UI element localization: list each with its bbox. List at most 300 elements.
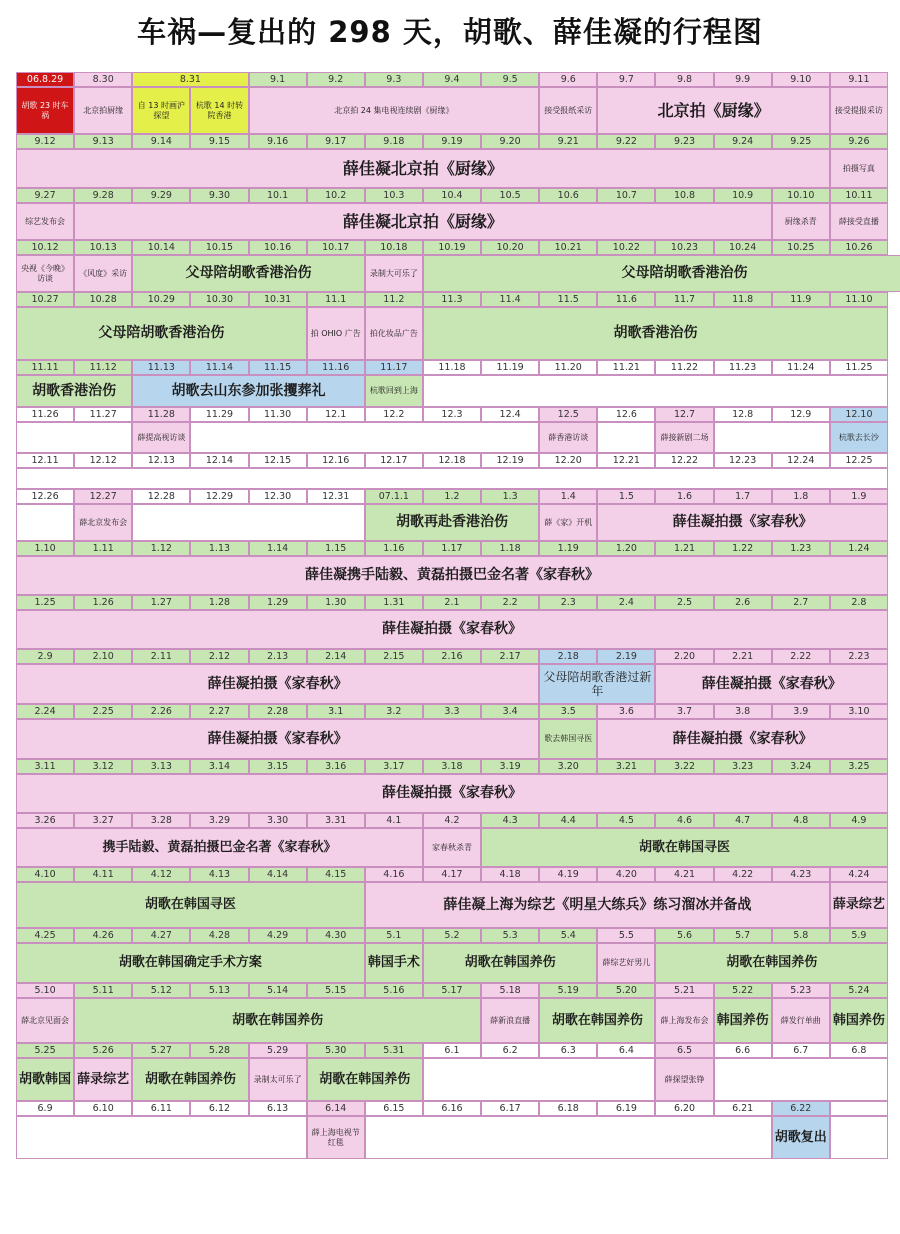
date-cell: 11.17 <box>365 360 423 375</box>
event-cell: 胡歌香港治伤 <box>16 375 132 407</box>
event-cell: 薛《家》开机 <box>539 504 597 541</box>
date-cell: 5.29 <box>249 1043 307 1058</box>
date-cell: 4.18 <box>481 867 539 882</box>
event-cell: 薛佳凝拍摄《家春秋》 <box>597 504 888 541</box>
date-cell: 2.16 <box>423 649 481 664</box>
date-cell: 3.17 <box>365 759 423 774</box>
event-cell: 录制大可乐了 <box>365 255 423 292</box>
date-cell: 2.19 <box>597 649 655 664</box>
event-cell: 胡歌 23 时车祸 <box>16 87 74 134</box>
date-cell: 5.7 <box>714 928 772 943</box>
date-cell: 3.18 <box>423 759 481 774</box>
date-cell: 9.21 <box>539 134 597 149</box>
date-cell: 9.11 <box>830 72 888 87</box>
date-cell: 9.2 <box>307 72 365 87</box>
date-cell: 1.5 <box>597 489 655 504</box>
date-cell: 1.16 <box>365 541 423 556</box>
date-cell: 2.25 <box>74 704 132 719</box>
date-cell: 2.20 <box>655 649 713 664</box>
empty-cell <box>190 422 539 453</box>
date-cell: 10.10 <box>772 188 830 203</box>
date-cell: 1.30 <box>307 595 365 610</box>
empty-cell <box>16 422 132 453</box>
date-cell: 10.13 <box>74 240 132 255</box>
date-cell: 6.13 <box>249 1101 307 1116</box>
date-cell: 11.1 <box>307 292 365 307</box>
date-cell: 5.28 <box>190 1043 248 1058</box>
date-cell: 5.11 <box>74 983 132 998</box>
event-cell: 胡歌在韩国寻医 <box>16 882 365 928</box>
date-cell: 5.19 <box>539 983 597 998</box>
date-cell: 10.30 <box>190 292 248 307</box>
date-cell: 9.23 <box>655 134 713 149</box>
date-cell: 4.4 <box>539 813 597 828</box>
date-cell: 9.14 <box>132 134 190 149</box>
date-cell: 2.5 <box>655 595 713 610</box>
date-cell: 1.4 <box>539 489 597 504</box>
event-cell: 北京拍《厨缘》 <box>597 87 830 134</box>
date-cell: 6.11 <box>132 1101 190 1116</box>
date-cell: 6.16 <box>423 1101 481 1116</box>
empty-cell <box>16 1116 307 1159</box>
date-cell: 3.27 <box>74 813 132 828</box>
event-cell: 薛佳凝拍摄《家春秋》 <box>16 610 888 649</box>
event-cell: 胡歌复出 <box>772 1116 830 1159</box>
event-cell: 胡歌在韩国确定手术方案 <box>16 943 365 983</box>
date-cell: 10.2 <box>307 188 365 203</box>
date-cell: 4.17 <box>423 867 481 882</box>
date-cell: 10.6 <box>539 188 597 203</box>
date-cell: 2.8 <box>830 595 888 610</box>
date-cell: 12.6 <box>597 407 655 422</box>
date-cell: 10.23 <box>655 240 713 255</box>
date-cell: 4.24 <box>830 867 888 882</box>
date-cell: 2.15 <box>365 649 423 664</box>
date-cell: 2.27 <box>190 704 248 719</box>
date-cell: 1.12 <box>132 541 190 556</box>
date-cell: 12.25 <box>830 453 888 468</box>
date-cell: 11.10 <box>830 292 888 307</box>
date-cell: 11.16 <box>307 360 365 375</box>
event-cell: 胡歌在韩国寻医 <box>481 828 888 867</box>
empty-cell <box>16 504 74 541</box>
date-cell: 3.31 <box>307 813 365 828</box>
date-cell: 9.20 <box>481 134 539 149</box>
event-cell: 央视《今晚》访谈 <box>16 255 74 292</box>
event-cell: 家春秋杀青 <box>423 828 481 867</box>
date-cell: 9.5 <box>481 72 539 87</box>
date-cell: 12.14 <box>190 453 248 468</box>
date-cell: 9.7 <box>597 72 655 87</box>
event-cell: 薛佳凝拍摄《家春秋》 <box>16 774 888 813</box>
date-cell: 4.15 <box>307 867 365 882</box>
event-cell: 拍 OHIO 广告 <box>307 307 365 360</box>
date-cell: 1.14 <box>249 541 307 556</box>
date-cell: 6.1 <box>423 1043 481 1058</box>
date-cell: 4.8 <box>772 813 830 828</box>
date-cell: 10.24 <box>714 240 772 255</box>
date-cell: 10.8 <box>655 188 713 203</box>
date-cell: 5.14 <box>249 983 307 998</box>
event-cell: 薛佳凝拍摄《家春秋》 <box>655 664 888 704</box>
date-cell: 2.6 <box>714 595 772 610</box>
date-cell: 5.10 <box>16 983 74 998</box>
date-cell: 11.19 <box>481 360 539 375</box>
date-cell: 4.16 <box>365 867 423 882</box>
date-cell: 10.27 <box>16 292 74 307</box>
date-cell: 5.1 <box>365 928 423 943</box>
date-cell: 10.21 <box>539 240 597 255</box>
event-cell: 薛佳凝北京拍《厨缘》 <box>16 149 830 188</box>
date-cell: 10.15 <box>190 240 248 255</box>
date-cell: 12.15 <box>249 453 307 468</box>
date-cell: 3.30 <box>249 813 307 828</box>
date-cell: 5.18 <box>481 983 539 998</box>
event-cell: 薛佳凝拍摄《家春秋》 <box>16 719 539 759</box>
empty-cell <box>830 1116 888 1159</box>
event-cell: 薛佳凝拍摄《家春秋》 <box>16 664 539 704</box>
date-cell: 1.29 <box>249 595 307 610</box>
date-cell: 3.14 <box>190 759 248 774</box>
event-cell: 父母陪胡歌香港治伤 <box>423 255 900 292</box>
date-cell: 10.5 <box>481 188 539 203</box>
event-cell: 接受报纸采访 <box>539 87 597 134</box>
date-cell: 07.1.1 <box>365 489 423 504</box>
date-cell: 10.3 <box>365 188 423 203</box>
date-cell: 12.23 <box>714 453 772 468</box>
event-cell: 携手陆毅、黄磊拍摄巴金名著《家春秋》 <box>16 828 423 867</box>
date-cell: 4.25 <box>16 928 74 943</box>
date-cell: 4.28 <box>190 928 248 943</box>
date-cell: 12.22 <box>655 453 713 468</box>
date-cell: 6.10 <box>74 1101 132 1116</box>
date-cell: 6.4 <box>597 1043 655 1058</box>
date-cell: 1.19 <box>539 541 597 556</box>
date-cell: 2.2 <box>481 595 539 610</box>
date-cell: 9.9 <box>714 72 772 87</box>
date-cell: 10.18 <box>365 240 423 255</box>
date-cell: 4.7 <box>714 813 772 828</box>
event-cell: 胡歌在韩国养伤 <box>307 1058 423 1101</box>
date-cell: 3.15 <box>249 759 307 774</box>
date-cell: 1.9 <box>830 489 888 504</box>
date-cell: 6.2 <box>481 1043 539 1058</box>
date-cell: 3.1 <box>307 704 365 719</box>
date-cell: 9.6 <box>539 72 597 87</box>
date-cell: 12.12 <box>74 453 132 468</box>
date-cell: 9.30 <box>190 188 248 203</box>
date-cell: 10.20 <box>481 240 539 255</box>
date-cell: 11.23 <box>714 360 772 375</box>
date-cell: 5.8 <box>772 928 830 943</box>
date-cell: 10.7 <box>597 188 655 203</box>
date-cell: 2.14 <box>307 649 365 664</box>
date-cell: 2.18 <box>539 649 597 664</box>
date-cell: 12.31 <box>307 489 365 504</box>
date-cell: 12.19 <box>481 453 539 468</box>
event-cell: 胡歌再赴香港治伤 <box>365 504 539 541</box>
date-cell: 10.14 <box>132 240 190 255</box>
date-cell: 10.1 <box>249 188 307 203</box>
date-cell: 2.21 <box>714 649 772 664</box>
date-cell: 6.22 <box>772 1101 830 1116</box>
empty-cell <box>423 375 888 407</box>
date-cell: 12.3 <box>423 407 481 422</box>
date-cell: 11.8 <box>714 292 772 307</box>
date-cell: 6.12 <box>190 1101 248 1116</box>
date-cell: 1.6 <box>655 489 713 504</box>
date-cell: 4.23 <box>772 867 830 882</box>
date-cell: 11.2 <box>365 292 423 307</box>
date-cell: 5.23 <box>772 983 830 998</box>
date-cell: 9.27 <box>16 188 74 203</box>
event-cell: 薛上海电视节红毯 <box>307 1116 365 1159</box>
date-cell: 12.18 <box>423 453 481 468</box>
date-cell: 5.22 <box>714 983 772 998</box>
date-cell: 12.17 <box>365 453 423 468</box>
date-cell: 4.26 <box>74 928 132 943</box>
date-cell: 4.13 <box>190 867 248 882</box>
date-cell: 1.20 <box>597 541 655 556</box>
date-cell: 12.27 <box>74 489 132 504</box>
date-cell: 12.28 <box>132 489 190 504</box>
date-cell: 4.19 <box>539 867 597 882</box>
date-cell: 6.8 <box>830 1043 888 1058</box>
date-cell: 6.14 <box>307 1101 365 1116</box>
date-cell: 3.20 <box>539 759 597 774</box>
date-cell: 11.21 <box>597 360 655 375</box>
event-cell: 薛接受直播 <box>830 203 888 240</box>
empty-cell <box>132 504 365 541</box>
event-cell: 综艺发布会 <box>16 203 74 240</box>
date-cell: 2.9 <box>16 649 74 664</box>
date-cell: 3.9 <box>772 704 830 719</box>
date-cell: 10.26 <box>830 240 888 255</box>
event-cell: 杭歌去长沙 <box>830 422 888 453</box>
date-cell: 2.24 <box>16 704 74 719</box>
date-cell: 2.12 <box>190 649 248 664</box>
event-cell: 胡歌在韩国养伤 <box>655 943 888 983</box>
date-cell: 5.21 <box>655 983 713 998</box>
date-cell: 10.22 <box>597 240 655 255</box>
date-cell: 1.17 <box>423 541 481 556</box>
date-cell: 3.16 <box>307 759 365 774</box>
date-cell: 9.15 <box>190 134 248 149</box>
date-cell: 4.29 <box>249 928 307 943</box>
date-cell: 6.15 <box>365 1101 423 1116</box>
date-cell: 4.22 <box>714 867 772 882</box>
date-cell: 4.21 <box>655 867 713 882</box>
date-cell: 1.2 <box>423 489 481 504</box>
date-cell: 5.15 <box>307 983 365 998</box>
date-cell: 3.19 <box>481 759 539 774</box>
date-cell: 6.21 <box>714 1101 772 1116</box>
date-cell: 3.2 <box>365 704 423 719</box>
event-cell: 薛录综艺 <box>74 1058 132 1101</box>
date-cell: 3.3 <box>423 704 481 719</box>
date-cell: 1.24 <box>830 541 888 556</box>
date-cell: 4.27 <box>132 928 190 943</box>
event-cell: 《风度》采访 <box>74 255 132 292</box>
date-cell: 10.28 <box>74 292 132 307</box>
date-cell: 4.12 <box>132 867 190 882</box>
date-cell: 5.31 <box>365 1043 423 1058</box>
date-cell: 4.30 <box>307 928 365 943</box>
event-cell: 父母陪胡歌香港过新年 <box>539 664 655 704</box>
date-cell: 11.15 <box>249 360 307 375</box>
event-cell: 韩国养伤 <box>714 998 772 1043</box>
date-cell: 3.6 <box>597 704 655 719</box>
date-cell: 1.27 <box>132 595 190 610</box>
date-cell: 5.12 <box>132 983 190 998</box>
date-cell: 1.3 <box>481 489 539 504</box>
date-cell: 11.20 <box>539 360 597 375</box>
date-cell: 6.7 <box>772 1043 830 1058</box>
date-cell: 3.22 <box>655 759 713 774</box>
date-cell: 11.30 <box>249 407 307 422</box>
date-cell: 11.9 <box>772 292 830 307</box>
event-cell: 胡歌香港治伤 <box>423 307 888 360</box>
event-cell: 接受提报采访 <box>830 87 888 134</box>
date-cell: 2.4 <box>597 595 655 610</box>
empty-cell <box>16 468 888 489</box>
event-cell: 父母陪胡歌香港治伤 <box>132 255 365 292</box>
date-cell: 3.10 <box>830 704 888 719</box>
page-title: 车祸—复出的 298 天，胡歌、薛佳凝的行程图 <box>137 15 763 49</box>
date-cell: 9.29 <box>132 188 190 203</box>
date-cell: 12.24 <box>772 453 830 468</box>
event-cell: 薛探望张铮 <box>655 1058 713 1101</box>
date-cell: 4.20 <box>597 867 655 882</box>
date-cell: 6.5 <box>655 1043 713 1058</box>
event-cell: 薛新浪直播 <box>481 998 539 1043</box>
date-cell: 10.19 <box>423 240 481 255</box>
date-cell: 06.8.29 <box>16 72 74 87</box>
date-cell: 5.5 <box>597 928 655 943</box>
event-cell: 录制太可乐了 <box>249 1058 307 1101</box>
event-cell: 北京拍厨缘 <box>74 87 132 134</box>
date-cell: 8.30 <box>74 72 132 87</box>
date-cell: 10.16 <box>249 240 307 255</box>
date-cell: 10.31 <box>249 292 307 307</box>
date-cell <box>830 1101 888 1116</box>
date-cell: 11.12 <box>74 360 132 375</box>
date-cell: 6.6 <box>714 1043 772 1058</box>
empty-cell <box>714 422 830 453</box>
event-cell: 拍摄写真 <box>830 149 888 188</box>
date-cell: 4.14 <box>249 867 307 882</box>
date-cell: 1.8 <box>772 489 830 504</box>
date-cell: 1.15 <box>307 541 365 556</box>
event-cell: 胡歌在韩国养伤 <box>539 998 655 1043</box>
date-cell: 2.3 <box>539 595 597 610</box>
date-cell: 2.13 <box>249 649 307 664</box>
date-cell: 12.8 <box>714 407 772 422</box>
event-cell: 胡歌在韩国养伤 <box>74 998 481 1043</box>
empty-cell <box>423 1058 656 1101</box>
event-cell: 薛北京发布会 <box>74 504 132 541</box>
event-cell: 韩国养伤 <box>830 998 888 1043</box>
date-cell: 12.16 <box>307 453 365 468</box>
date-cell: 3.5 <box>539 704 597 719</box>
date-cell: 12.11 <box>16 453 74 468</box>
date-cell: 12.7 <box>655 407 713 422</box>
date-cell: 9.1 <box>249 72 307 87</box>
date-cell: 5.6 <box>655 928 713 943</box>
date-cell: 10.25 <box>772 240 830 255</box>
date-cell: 5.30 <box>307 1043 365 1058</box>
date-cell: 2.10 <box>74 649 132 664</box>
date-cell: 2.23 <box>830 649 888 664</box>
date-cell: 5.26 <box>74 1043 132 1058</box>
event-cell: 薛发行单曲 <box>772 998 830 1043</box>
event-cell: 北京拍 24 集电视连续剧《厨缘》 <box>249 87 540 134</box>
date-cell: 12.29 <box>190 489 248 504</box>
date-cell: 1.26 <box>74 595 132 610</box>
date-cell: 11.25 <box>830 360 888 375</box>
event-cell: 拍化妆品广告 <box>365 307 423 360</box>
date-cell: 5.3 <box>481 928 539 943</box>
event-cell: 薛接新剧二场 <box>655 422 713 453</box>
date-cell: 11.28 <box>132 407 190 422</box>
date-cell: 10.29 <box>132 292 190 307</box>
date-cell: 5.27 <box>132 1043 190 1058</box>
date-cell: 1.23 <box>772 541 830 556</box>
event-cell: 薛佳凝上海为综艺《明星大练兵》练习溜冰并备战 <box>365 882 830 928</box>
event-cell: 薛综艺好男儿 <box>597 943 655 983</box>
date-cell: 12.5 <box>539 407 597 422</box>
date-cell: 4.11 <box>74 867 132 882</box>
date-cell: 12.30 <box>249 489 307 504</box>
date-cell: 3.4 <box>481 704 539 719</box>
date-cell: 9.8 <box>655 72 713 87</box>
date-cell: 3.21 <box>597 759 655 774</box>
date-cell: 11.18 <box>423 360 481 375</box>
date-cell: 8.31 <box>132 72 248 87</box>
date-cell: 11.27 <box>74 407 132 422</box>
date-cell: 1.7 <box>714 489 772 504</box>
date-cell: 4.6 <box>655 813 713 828</box>
date-cell: 11.4 <box>481 292 539 307</box>
date-cell: 4.9 <box>830 813 888 828</box>
event-cell: 胡歌去山东参加张攫葬礼 <box>132 375 365 407</box>
date-cell: 12.10 <box>830 407 888 422</box>
event-cell: 薛录综艺 <box>830 882 888 928</box>
date-cell: 5.25 <box>16 1043 74 1058</box>
date-cell: 11.22 <box>655 360 713 375</box>
date-cell: 3.29 <box>190 813 248 828</box>
event-cell: 薛香港访谈 <box>539 422 597 453</box>
date-cell: 9.13 <box>74 134 132 149</box>
date-cell: 9.28 <box>74 188 132 203</box>
date-cell: 12.4 <box>481 407 539 422</box>
date-cell: 12.1 <box>307 407 365 422</box>
date-cell: 11.11 <box>16 360 74 375</box>
date-cell: 12.20 <box>539 453 597 468</box>
date-cell: 6.20 <box>655 1101 713 1116</box>
date-cell: 5.20 <box>597 983 655 998</box>
date-cell: 12.26 <box>16 489 74 504</box>
date-cell: 4.2 <box>423 813 481 828</box>
date-cell: 5.2 <box>423 928 481 943</box>
date-cell: 3.11 <box>16 759 74 774</box>
event-cell: 胡歌在韩国养伤 <box>423 943 597 983</box>
schedule-grid <box>16 72 888 1222</box>
date-cell: 11.24 <box>772 360 830 375</box>
date-cell: 5.9 <box>830 928 888 943</box>
event-cell: 胡歌在韩国养伤 <box>132 1058 248 1101</box>
empty-cell <box>597 422 655 453</box>
